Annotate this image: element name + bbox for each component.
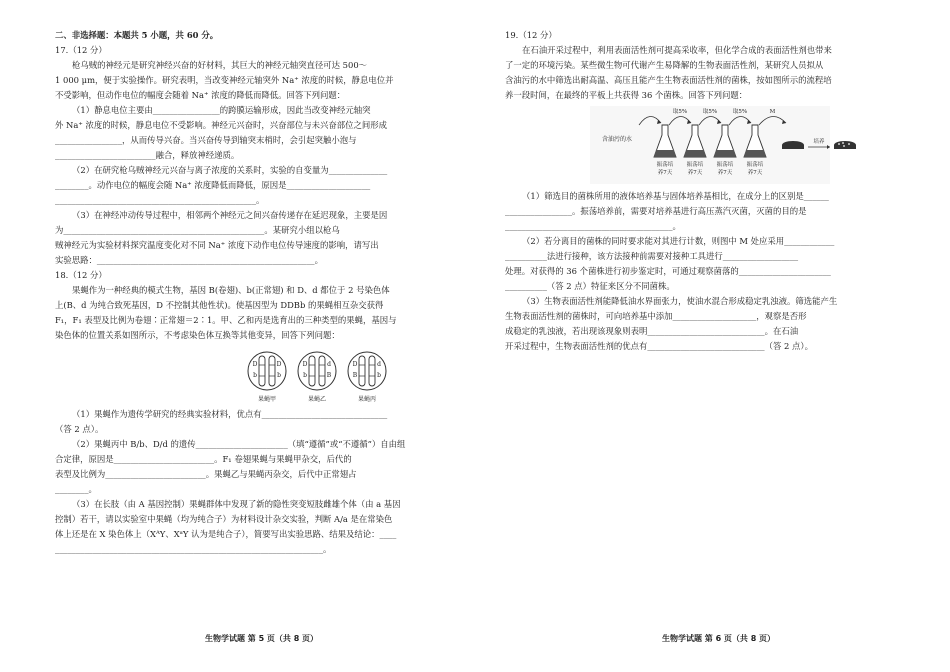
chromosome — [269, 356, 275, 386]
text-line: （2）若分离目的菌株的同时要求能对其进行计数，则图中 M 处应采用____________ — [522, 236, 835, 246]
chromosome-diagram — [55, 343, 457, 407]
cell-circle — [248, 352, 286, 390]
text-line: 19.（12 分） — [505, 30, 557, 40]
flask-label: 养7天 — [747, 170, 763, 176]
text-line: 上(B、d 为纯合致死基因，D 不控制其他性状)。使基因型为 DDBb 的果蝇相互杂交获得 — [55, 300, 384, 310]
text-line: ________________________________________________________________。 — [55, 544, 332, 554]
text-line: ________。 — [55, 484, 97, 494]
text-line: （答 2 点）。 — [55, 424, 104, 434]
flask-label: 振荡培 — [746, 162, 764, 168]
text-line: 处理。对获得的 36 个菌株进行初步鉴定时，可通过观察菌落的______________________ — [505, 266, 831, 276]
text-line: （3）生物表面活性剂能降低油水界面张力，使油水混合形成稳定乳浊液。筛选能产生 — [522, 296, 838, 306]
chromosome — [319, 356, 325, 386]
text-line: 贼神经元为实验材料探究温度变化对不同 Na⁺ 浓度下动作电位传导速度的影响，请写出 — [55, 240, 379, 250]
source-label: 含油污的水 — [601, 136, 633, 143]
text-line: 了一定的环境污染。某些微生物可代谢产生易降解的生物表面活性剂，某研究人员拟从 — [505, 60, 824, 70]
text-line: 生物表面活性剂的菌株时，可向培养基中添加____________________，观察是否形 — [505, 311, 807, 321]
gene-label: d — [327, 361, 331, 368]
gene-label: D — [302, 361, 308, 368]
colony — [843, 145, 845, 147]
gene-label: b — [377, 372, 381, 379]
gene-label: D — [352, 361, 358, 368]
q17-18-text — [55, 28, 457, 343]
plate-label: 培养 — [813, 139, 825, 145]
right-page — [505, 28, 910, 354]
text-line: __________（答 2 点）特征来区分不同菌株。 — [505, 281, 675, 291]
text-line: 含油污的水中筛选出耐高温、高压且能产生生物表面活性剂的菌株，按如图所示的流程培 — [505, 75, 832, 85]
left-page — [55, 28, 457, 557]
flask-liquid — [684, 150, 706, 157]
fly-label: 果蝇甲 — [257, 396, 277, 403]
flask-label: 养7天 — [687, 170, 703, 176]
text-line: 18.（12 分） — [55, 270, 107, 280]
text-line: 17.（12 分） — [55, 45, 107, 55]
text-line: 二、非选择题：本题共 5 小题，共 60 分。 — [55, 30, 219, 40]
text-line: 外 Na⁺ 浓度的时候，静息电位不受影响。神经元兴奋时，兴奋部位与未兴奋部位之间形成 — [55, 120, 387, 130]
flask-label: 振荡培 — [686, 162, 704, 168]
chromosome-figure — [55, 343, 457, 407]
flask-label: 振荡培 — [716, 162, 734, 168]
chromosome — [309, 356, 315, 386]
text-line: 枪乌贼的神经元是研究神经兴奋的好材料，其巨大的神经元轴突直径可达 500～ — [72, 60, 368, 70]
gene-label: b — [277, 372, 281, 379]
gene-label: D — [276, 361, 282, 368]
text-line: 开采过程中，生物表面活性剂的优点有____________________________（答 2 点）。 — [505, 341, 813, 351]
text-line: ________。动作电位的幅度会随 Na⁺ 浓度降低而降低，原因是____________________ — [55, 180, 371, 190]
text-line: ________________________________________________。 — [55, 195, 265, 205]
text-line: （3）在长肢（由 A 基因控制）果蝇群体中发现了新的隐性突变短肢雌雄个体（由 a 基因 — [72, 499, 401, 509]
text-line: 合定律，原因是________________________。F₁ 卷翅果蝇与果蝇甲杂交，后代的 — [55, 454, 352, 464]
flask-liquid — [654, 150, 676, 157]
flask-label: 养7天 — [657, 170, 673, 176]
text-line: 果蝇作为一种经典的模式生物，基因 B(卷翅)、b(正常翅) 和 D、d 都位于 2 号染色体 — [72, 285, 390, 295]
page-footer-right: 生物学试题 第 6 页（共 8 页） — [662, 634, 776, 643]
flask-label: 振荡培 — [656, 162, 674, 168]
chromosome — [259, 356, 265, 386]
text-line: 为________________________________________________。某研究小组以枪乌 — [55, 225, 340, 235]
colony — [848, 143, 850, 145]
text-line: ________________。振荡培养前，需要对培养基进行高压蒸汽灭菌，灭菌的目的是 — [505, 206, 807, 216]
text-line: 染色体的位置关系如图所示，不考虑染色体互换等其他变异，回答下列问题： — [55, 330, 340, 340]
culture-flow-diagram — [505, 103, 910, 189]
transfer-label: 取5% — [702, 109, 718, 115]
q18-questions — [55, 407, 457, 557]
chromosome — [359, 356, 365, 386]
text-line: 控制）若干，请以实验室中果蝇（均为纯合子）为材料设计杂交实验，判断 A/a 是在常染色 — [55, 514, 393, 524]
text-line: （2）在研究枪乌贼神经元兴奋与离子浓度的关系时，实验的自变量为______________ — [72, 165, 388, 175]
fly-label: 果蝇乙 — [307, 396, 327, 403]
flask-liquid — [714, 150, 736, 157]
text-line: （1）筛选目的菌株所用的液体培养基与固体培养基相比，在成分上的区别是______ — [522, 191, 829, 201]
text-line: 实验思路：____________________________________________________。 — [55, 255, 323, 265]
plate-side — [834, 145, 856, 149]
text-line: 成稳定的乳浊液，若出现该现象则表明____________________________。在石油 — [505, 326, 799, 336]
text-line: （3）在神经冲动传导过程中，相邻两个神经元之间兴奋传递存在延迟现象，主要是因 — [72, 210, 388, 220]
fly-label: 果蝇丙 — [357, 396, 377, 403]
text-line: 表型及比例为________________________。果蝇乙与果蝇丙杂交，后代中正常翅占 — [55, 469, 357, 479]
transfer-label: 取5% — [672, 109, 688, 115]
page-footer-left: 生物学试题 第 5 页（共 8 页） — [205, 634, 319, 643]
q19-questions — [505, 189, 910, 354]
fly-cell — [348, 352, 386, 403]
text-line: ________________________融合，释放神经递质。 — [55, 150, 240, 160]
q19-text — [505, 28, 910, 103]
plate-side — [782, 145, 804, 149]
text-line: ________________，从而传导兴奋。当兴奋传导到轴突末梢时，会引起突触小泡与 — [55, 135, 357, 145]
colony — [838, 143, 840, 145]
flask-liquid — [744, 150, 766, 157]
cell-circle — [298, 352, 336, 390]
text-line: 体上还是在 X 染色体上（XᴬY、XᵃY 认为是纯合子），简要写出实验思路、结果及结论：____ — [55, 529, 397, 539]
text-line: （2）果蝇丙中 B/b、D/d 的遗传______________________（填“遵循”或“不遵循”）自由组 — [72, 439, 406, 449]
text-line: F₁，F₁ 表型及比例为卷翅∶正常翅＝2∶1。甲、乙和丙是选育出的三种类型的果蝇，基因与 — [55, 315, 397, 325]
transfer-label: M — [769, 109, 776, 115]
text-line: 养一段时间，在最终的平板上共获得 36 个菌株。回答下列问题： — [505, 90, 748, 100]
culture-flow-figure — [505, 103, 910, 189]
gene-label: B — [326, 372, 332, 379]
flask-label: 养7天 — [717, 170, 733, 176]
text-line: __________法进行接种，该方法接种前需要对接种工具进行__________________ — [505, 251, 799, 261]
chromosome — [369, 356, 375, 386]
text-line: ________________________________________。 — [505, 221, 681, 231]
gene-label: d — [377, 361, 381, 368]
gene-label: B — [352, 372, 358, 379]
text-line: （1）果蝇作为遗传学研究的经典实验材料，优点有______________________________ — [72, 409, 388, 419]
text-line: 1 000 μm，便于实验操作。研究表明，当改变神经元轴突外 Na⁺ 浓度的时候，静息电位并 — [55, 75, 394, 85]
gene-label: D — [252, 361, 258, 368]
colony — [842, 142, 844, 144]
fly-cell — [248, 352, 286, 403]
cell-circle — [348, 352, 386, 390]
transfer-label: 取5% — [732, 109, 748, 115]
gene-label: b — [303, 372, 307, 379]
text-line: 不受影响，但动作电位的幅度会随着 Na⁺ 浓度的降低而降低。回答下列问题： — [55, 90, 346, 100]
fly-cell — [298, 352, 336, 403]
text-line: （1）静息电位主要由________________的跨膜运输形成，因此当改变神经元轴突 — [72, 105, 371, 115]
gene-label: b — [253, 372, 257, 379]
text-line: 在石油开采过程中，利用表面活性剂可提高采收率，但化学合成的表面活性剂也带来 — [522, 45, 832, 55]
